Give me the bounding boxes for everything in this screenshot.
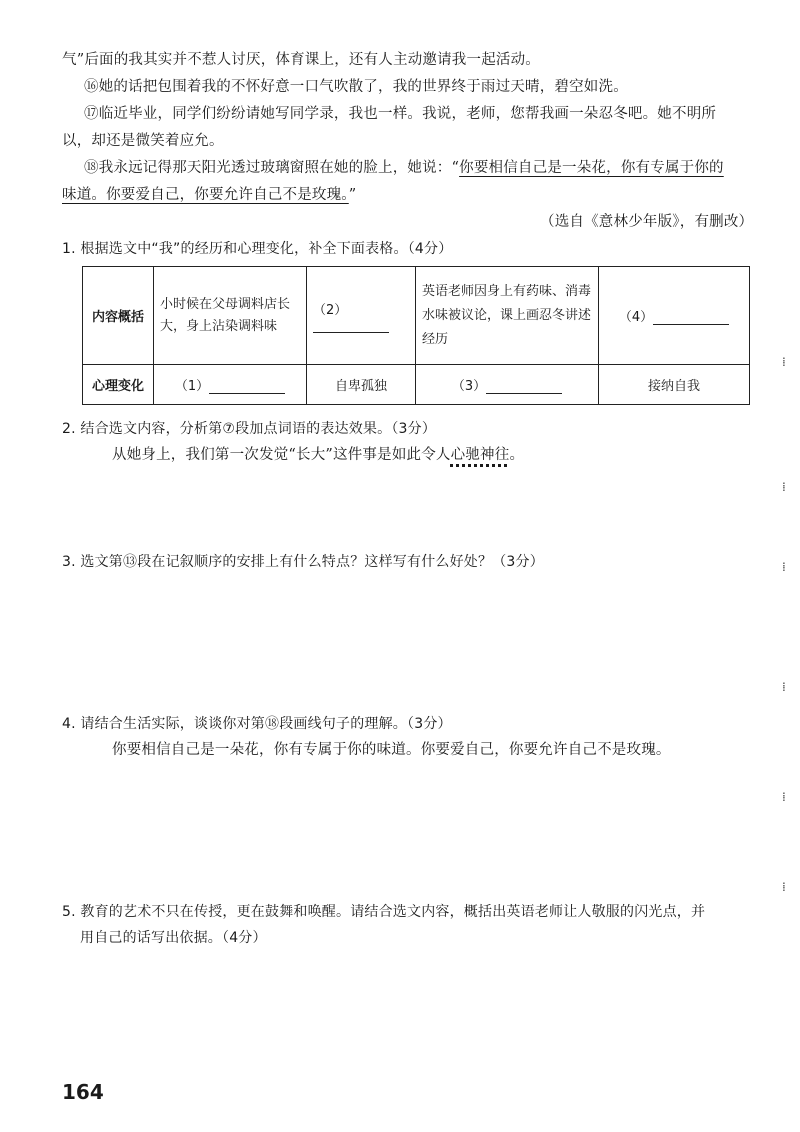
blank-3-line[interactable] <box>486 379 562 394</box>
passage-para-18-line-2 <box>62 185 356 205</box>
table-head-mood: 心理变化 <box>83 365 154 405</box>
quote-2-pre: 从她身上，我们第一次发觉“长大”这件事是如此令人 <box>112 447 451 463</box>
table-head-content: 内容概括 <box>83 267 154 365</box>
passage-para-16: ⑯她的话把包围着我的不怀好意一口气吹散了，我的世界终于雨过天晴，碧空如洗。 <box>84 79 628 95</box>
para-18-underlined-1: 你要相信自己是一朵花，你有专属于你的 <box>459 160 724 176</box>
passage-para-17-line-1: ⑰临近毕业，同学们纷纷请她写同学录，我也一样。我说，老师，您帮我画一朵忍冬吧。她不明所 <box>84 106 717 122</box>
margin-scan-mark: ⁞ <box>782 560 786 574</box>
margin-scan-mark: ⁞ <box>782 355 786 369</box>
table-row-content <box>83 267 750 365</box>
question-1: 1. 根据选文中“我”的经历和心理变化，补全下面表格。（4分） <box>62 241 453 257</box>
margin-scan-mark: ⁞ <box>782 790 786 804</box>
table-cell-2-1 <box>154 365 307 405</box>
para-18-underlined-2: 味道。你要爱自己，你要允许自己不是玫瑰。 <box>62 187 349 203</box>
question-5-line-2: 用自己的话写出依据。（4分） <box>80 930 267 946</box>
blank-4-line[interactable] <box>653 310 729 325</box>
blank-1-label: （1） <box>174 379 210 394</box>
passage-para-18-line-1 <box>84 158 724 178</box>
table-cell-1-2 <box>307 267 416 365</box>
table-cell-1-1: 小时候在父母调料店长大，身上沾染调料味 <box>154 267 307 365</box>
blank-1-line[interactable] <box>209 379 285 394</box>
question-4-quote: 你要相信自己是一朵花，你有专属于你的味道。你要爱自己，你要允许自己不是玫瑰。 <box>112 742 671 758</box>
page-number: 164 <box>62 1080 104 1104</box>
question-2-quote <box>112 445 524 465</box>
question-5-line-1: 5. 教育的艺术不只在传授，更在鼓舞和唤醒。请结合选文内容，概括出英语老师让人敬服的闪光点，并 <box>62 904 706 920</box>
question-4: 4. 请结合生活实际，谈谈你对第⑱段画线句子的理解。（3分） <box>62 716 452 732</box>
table-cell-2-4: 接纳自我 <box>599 365 750 405</box>
blank-2-line[interactable] <box>313 318 389 333</box>
table-cell-2-2: 自卑孤独 <box>307 365 416 405</box>
passage-para-17-line-2: 以，却还是微笑着应允。 <box>62 133 224 149</box>
quote-2-dotted-words: 心驰神往 <box>450 447 510 463</box>
passage-line-1: 气”后面的我其实并不惹人讨厌，体育课上，还有人主动邀请我一起活动。 <box>62 52 541 68</box>
blank-4-label: （4） <box>618 310 654 325</box>
passage-source: （选自《意林少年版》，有删改） <box>540 214 754 230</box>
table-row-mood <box>83 365 750 405</box>
table-cell-1-4 <box>599 267 750 365</box>
blank-3-label: （3） <box>451 379 487 394</box>
para-18-suffix: ” <box>348 187 357 203</box>
para-18-prefix: ⑱我永远记得那天阳光透过玻璃窗照在她的脸上，她说：“ <box>84 160 460 176</box>
table-cell-2-3 <box>416 365 599 405</box>
margin-scan-mark: ⁞ <box>782 480 786 494</box>
margin-scan-mark: ⁞ <box>782 880 786 894</box>
blank-2-label: （2） <box>313 302 348 318</box>
margin-scan-mark: ⁞ <box>782 680 786 694</box>
question-2: 2. 结合选文内容，分析第⑦段加点词语的表达效果。（3分） <box>62 421 437 437</box>
summary-table <box>82 266 750 405</box>
quote-2-post: 。 <box>509 447 525 463</box>
question-3: 3. 选文第⑬段在记叙顺序的安排上有什么特点？这样写有什么好处？（3分） <box>62 554 544 570</box>
table-cell-1-3: 英语老师因身上有药味、消毒水味被议论，课上画忍冬讲述经历 <box>416 267 599 365</box>
